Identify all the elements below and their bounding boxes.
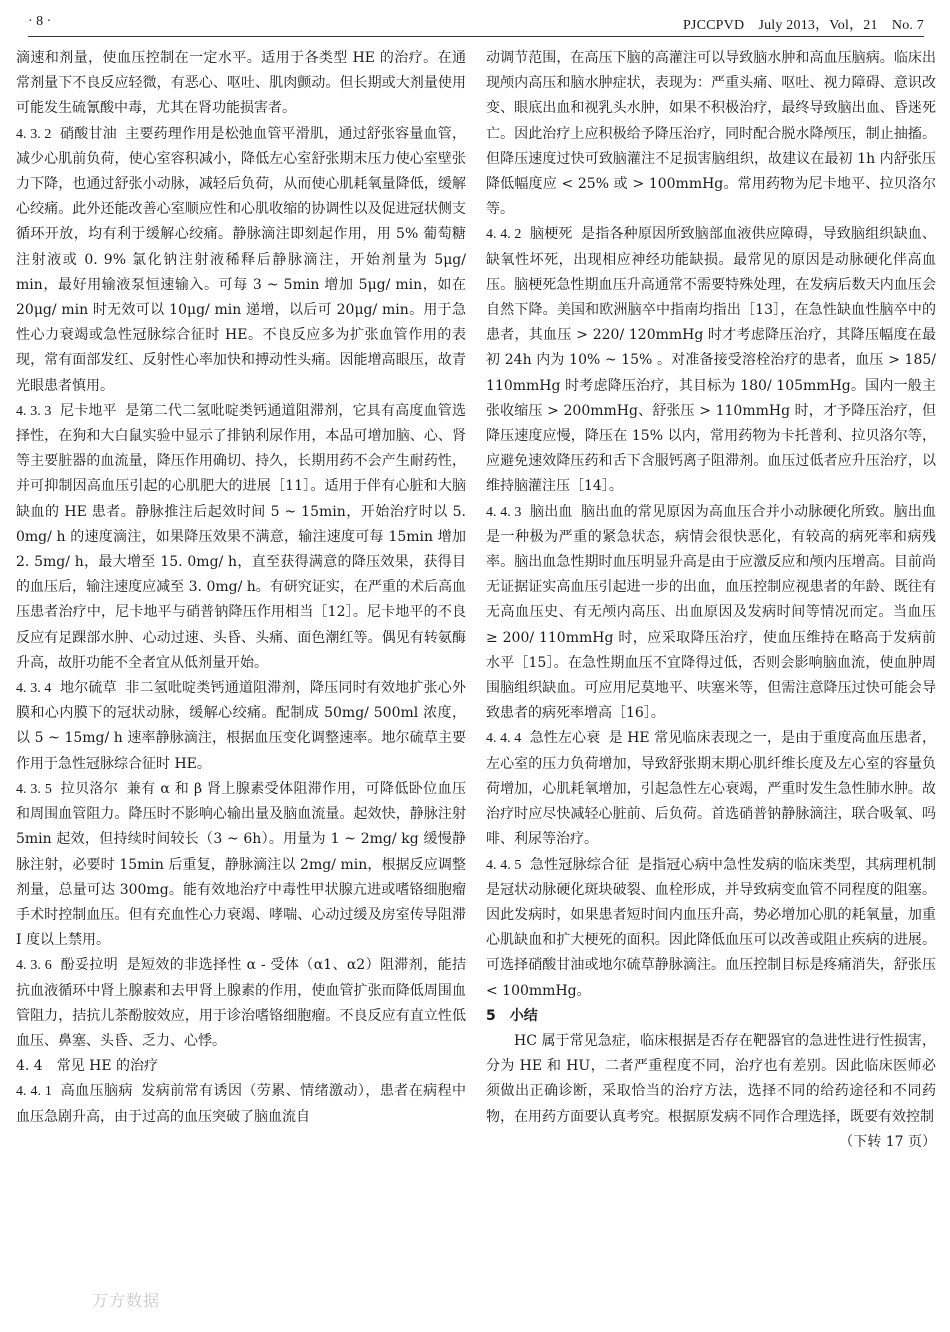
paragraph-intro: 滴速和剂量，使血压控制在一定水平。适用于各类型 HE 的治疗。在通常剂量下不良反应轻微，有恶心、呕吐、肌肉颤动。但长期或大剂量使用可能发生硫氰酸中毒，尤其在肾功能损害者。 — [16, 50, 466, 117]
page-number: · 8 · — [28, 14, 52, 29]
section-4-3-6 — [16, 953, 466, 1054]
section-body: 兼有 α 和 β 肾上腺素受体阻滞作用，可降低卧位血压和周围血管阻力。降压时不影响心输出量及脑血流量。起效快，静脉注射 5min 起效，但持续时间较长（3 ~ 6h）。用量为 1 ~ 2mg/ kg 缓慢静脉注射，必要时 15min 后重复，静脉滴注以 2mg/ min，根据反应调整剂量，总量可达 300mg。能有效地治疗中毒性甲状腺亢进或嗜铬细胞瘤手术时控制血压。但有充血性心力衰竭、哮喘、心动过缓及房室传导阻滞 Ⅰ 度以上禁用。 — [16, 780, 466, 949]
journal-info: PJCCPVD July 2013，Vol，21 No. 7 — [682, 18, 924, 33]
section-title: 急性冠脉综合征 — [529, 856, 630, 873]
section-body: 是短效的非选择性 α - 受体（α1、α2）阻滞剂，能拮抗血液循环中肾上腺素和去甲肾上腺素的作用，使血管扩张而降低周围血管阻力，拮抗儿茶酚胺效应，用于诊治嗜铬细胞瘤。不良反应有直立性低血压、鼻塞、头昏、乏力、心悸。 — [16, 957, 466, 1049]
section-title: 高血压脑病 — [60, 1083, 133, 1100]
section-body: 发病前常有诱因（劳累、情绪激动），患者在病程中血压急剧升高，由于过高的血压突破了脑血流自 — [16, 1083, 466, 1125]
section-number: 4. 3. 4 — [16, 681, 52, 697]
section-number: 4. 4. 4 — [486, 731, 522, 747]
section-title: 脑梗死 — [529, 226, 573, 243]
section-number: 4. 3. 2 — [16, 126, 52, 142]
summary-body: HC 属于常见急症，临床根据是否存在靶器官的急进性进行性损害，分为 HE 和 HU，二者严重程度不同，治疗也有差别。因此临床医师必须做出正确诊断，采取恰当的治疗方法，选择不同的给药途径和不同药物，在用药方面要认真考究。根据原发病不同作合理选择，既要有效控制 — [486, 1032, 936, 1125]
summary-paragraph — [486, 1029, 936, 1150]
section-title: 脑出血 — [529, 503, 573, 520]
section-title: 硝酸甘油 — [59, 125, 117, 142]
section-4-4-4 — [486, 726, 936, 852]
right-column — [486, 46, 936, 1316]
page-header — [28, 10, 924, 37]
section-title: 地尔硫草 — [59, 680, 117, 697]
section-title: 尼卡地平 — [59, 402, 117, 419]
section-4-4-5 — [486, 853, 936, 1004]
section-4-4-3 — [486, 500, 936, 727]
section-number: 4. 3. 5 — [16, 781, 52, 797]
section-title: 酚妥拉明 — [60, 957, 119, 974]
section-title: 急性左心衰 — [529, 730, 601, 747]
section-body: 是指各种原因所致脑部血液供应障碍，导致脑组织缺血、缺氧性坏死，出现相应神经功能缺损。最常见的原因是动脉硬化伴高血压。脑梗死急性期血压升高通常不需要特殊处理，在发病后数天内血压会自然下降。美国和欧洲脑卒中指南均指出［13］，在急性缺血性脑卒中的患者，其血压 > 220/ 120mmHg 时才考虑降压治疗，其降压幅度在最初 24h 内为 10% ~ 15% 。对准备接受溶栓治疗的患者，血压 > 185/ 110mmHg 时考虑降压治疗，其目标为 180/ 105mmHg。国内一般主张收缩压 > 200mmHg、舒张压 > 110mmHg 时，才予降压治疗，但降压速度应慢，降压在 15% 以内，常用药物为卡托普利、拉贝洛尔等，应避免速效降压药和舌下含服钙离子阻滞剂。血压过低者应升压治疗，以维持脑灌注压［14］。 — [486, 226, 936, 495]
section-number: 4. 3. 6 — [16, 958, 52, 974]
section-4-4-2 — [486, 222, 936, 499]
section-4-3-4 — [16, 676, 466, 777]
section-heading-4-4: 4. 4 常见 HE 的治疗 — [16, 1058, 159, 1075]
section-title: 拉贝洛尔 — [60, 780, 119, 797]
article-body — [16, 46, 936, 1316]
section-heading-5: 5 小结 — [486, 1007, 538, 1024]
section-body: 非二氢吡啶类钙通道阻滞剂，降压同时有效地扩张心外膜和心内膜下的冠状动脉，缓解心绞痛。配制成 50mg/ 500ml 浓度，以 5 ~ 15mg/ h 速率静脉滴注，根据血压变化调整速率。地尔硫草主要作用于急性冠脉综合征时 HE。 — [16, 680, 466, 772]
section-4-3-5 — [16, 777, 466, 953]
left-column — [16, 46, 466, 1316]
paragraph-continued: 动调节范围，在高压下脑的高灌注可以导致脑水肿和高血压脑病。临床出现颅内高压和脑水肿症状，表现为：严重头痛、呕吐、视力障碍、意识改变、眼底出血和视乳头水肿，如果不积极治疗，最终导致脑出血、昏迷死亡。因此治疗上应积极给予降压治疗，同时配合脱水降颅压，制止抽搐。但降压速度过快可致脑灌注不足损害脑组织，故建议在最初 1h 内舒张压降低幅度应 < 25% 或 > 100mmHg。常用药物为尼卡地平、拉贝洛尔等。 — [486, 50, 936, 218]
section-body: 是第二代二氢吡啶类钙通道阻滞剂，它具有高度血管选择性，在狗和大白鼠实验中显示了排钠利尿作用，本品可增加脑、心、肾等主要脏器的血流量，降压作用确切、持久，长期用药不会产生耐药性，并可抑制因高血压引起的心肌肥大的进展［11］。适用于伴有心脏和大脑缺血的 HE 患者。静脉推注后起效时间 5 ~ 15min，开始治疗时以 5. 0mg/ h 的速度滴注，如果降压效果不满意，输注速度可每 15min 增加 2. 5mg/ h，最大增至 15. 0mg/ h，直至获得满意的降压效果，获得目的血压后，输注速度应减至 3. 0mg/ h。有研究证实，在严重的术后高血压患者治疗中，尼卡地平与硝普钠降压作用相当［12］。尼卡地平的不良反应有足踝部水肿、心动过速、头昏、头痛、面色潮红等。偶见有转氨酶升高，故肝功能不全者宜从低剂量开始。 — [16, 402, 466, 671]
section-number: 4. 4. 3 — [486, 504, 522, 520]
section-number: 4. 3. 3 — [16, 403, 52, 419]
continued-note: （下转 17 页） — [839, 1133, 936, 1150]
section-number: 4. 4. 2 — [486, 227, 522, 243]
section-4-3-2 — [16, 122, 466, 399]
section-number: 4. 4. 5 — [486, 857, 522, 873]
section-number: 4. 4. 1 — [16, 1084, 52, 1100]
section-body: 主要药理作用是松弛血管平滑肌，通过舒张容量血管，减少心肌前负荷，使心室容积减小，降低左心室舒张期末压力使心室壁张力下降，也通过舒张小动脉，减轻后负荷，从而使心肌耗氧量降低，缓解心绞痛。此外还能改善心室顺应性和心肌收缩的协调性以及促进冠状侧支循环开放，均有利于缓解心绞痛。静脉滴注即刻起作用，用 5% 葡萄糖注射液或 0. 9% 氯化钠注射液稀释后静脉滴注，开始剂量为 5μg/ min，最好用输液泵恒速输入。可每 3 ~ 5min 增加 5μg/ min，如在 20μg/ min 时无效可以 10μg/ min 递增，以后可 20μg/ min。用于急性心力衰竭或急性冠脉综合征时 HE。不良反应多为扩张血管作用的表现，常有面部发红、反射性心率加快和搏动性头痛。因能增高眼压，故青光眼患者慎用。 — [16, 125, 466, 394]
watermark: 万方数据 — [92, 1291, 161, 1310]
section-body: 是指冠心病中急性发病的临床类型，其病理机制是冠状动脉硬化斑块破裂、血栓形成，并导致病变血管不同程度的阻塞。因此发病时，如果患者短时间内血压升高，势必增加心肌的耗氧量，加重心肌缺血和扩大梗死的面积。因此降低血压可以改善或阻止疾病的进展。可选择硝酸甘油或地尔硫草静脉滴注。血压控制目标是疼痛消失，舒张压 < 100mmHg。 — [486, 856, 936, 999]
section-body: 是 HE 常见临床表现之一，是由于重度高血压患者，左心室的压力负荷增加，导致舒张期末期心肌纤维长度及左心室的容量负荷增加，心肌耗氧增加，引起急性左心衰竭，严重时发生急性肺水肿。故治疗时应尽快减轻心脏前、后负荷。首选硝普钠静脉滴注，联合吸氧、吗啡、利尿等治疗。 — [486, 730, 936, 848]
section-4-3-3 — [16, 399, 466, 676]
section-body: 脑出血的常见原因为高血压合并小动脉硬化所致。脑出血是一种极为严重的紧急状态，病情会很快恶化，有较高的病死率和病残率。脑出血急性期时血压明显升高是由于应激反应和颅内压增高。目前尚无证据证实高血压引起进一步的出血，血压控制应视患者的年龄、既往有无高血压史、有无颅内高压、出血原因及发病时间等情况而定。当血压 ≥ 200/ 110mmHg 时，应采取降压治疗，使血压维持在略高于发病前水平［15］。在急性期血压不宜降得过低，否则会影响脑血流，使血肿周围脑组织缺血。可应用尼莫地平、呋塞米等，但需注意降压过快可能会导致患者的病死率增高［16］。 — [486, 503, 936, 722]
section-4-4-1 — [16, 1079, 466, 1129]
